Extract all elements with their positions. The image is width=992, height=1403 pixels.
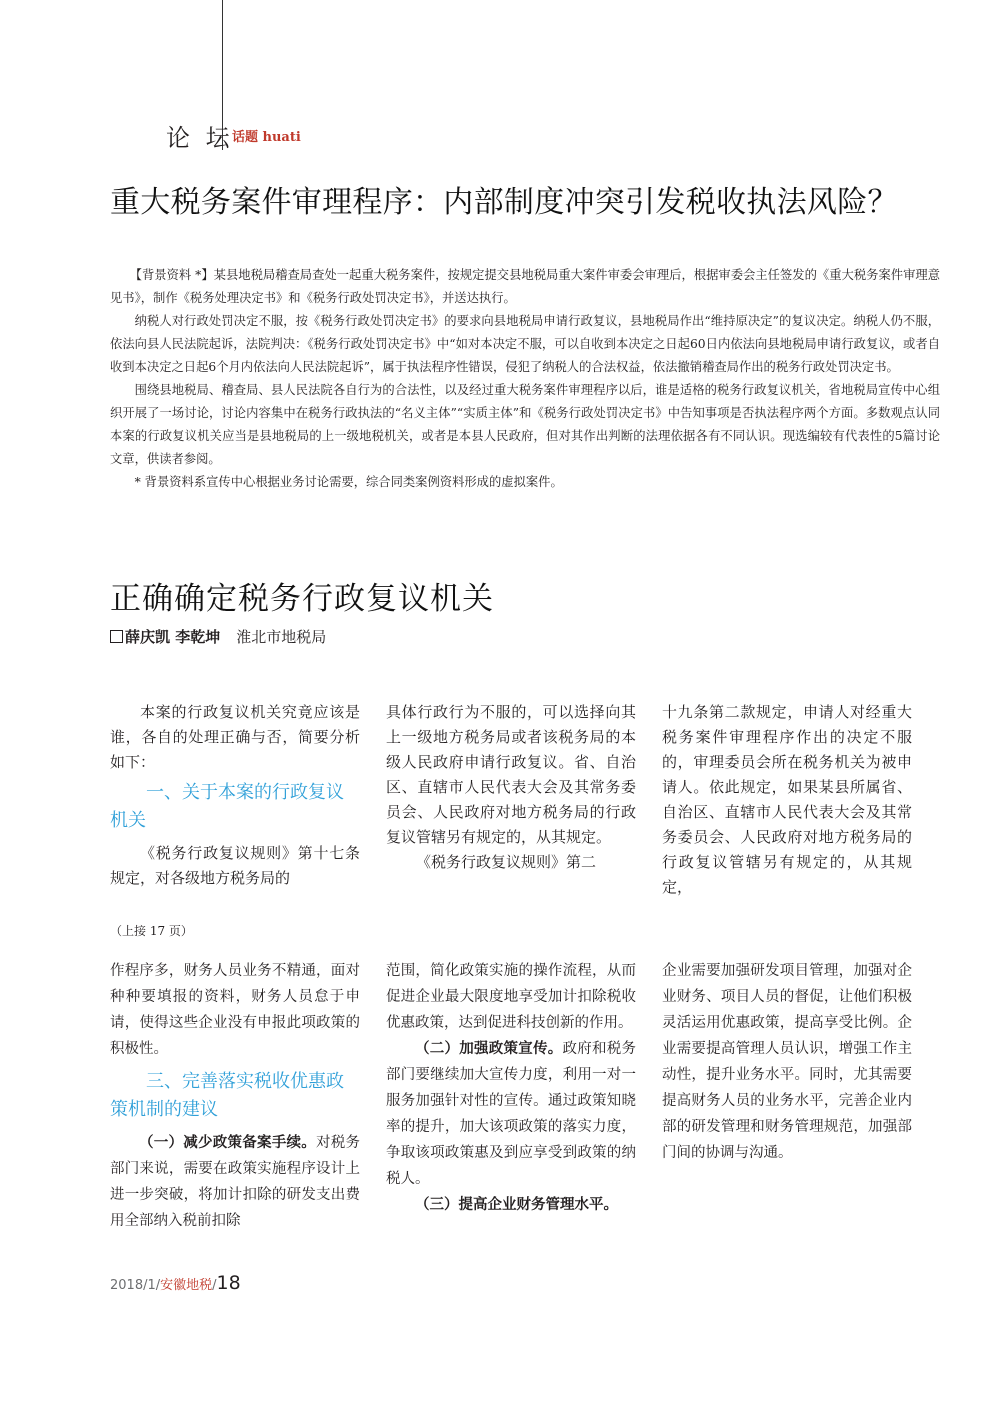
background-material bbox=[110, 264, 940, 494]
article-subheading: 一、关于本案的行政复议机关 bbox=[110, 782, 344, 831]
continued-paragraph: 企业需要加强研发项目管理，加强对企业财务、项目人员的督促，让他们积极灵活运用优惠政策，提高享受比例。企业需要提高管理人员认识，增强工作主动性，提升业务水平。同时，尤其需要提高财务人员的业务水平，完善企业内部的研发管理和财务管理规范，加强部门间的协调与沟通。 bbox=[662, 963, 912, 1161]
continued-paragraph bbox=[110, 1130, 360, 1234]
paragraph-lead: （二）加强政策宣传。 bbox=[415, 1040, 563, 1057]
byline bbox=[110, 626, 326, 647]
continued-paragraph bbox=[386, 1192, 636, 1218]
article-paragraph: 具体行政行为不服的，可以选择向其上一级地方税务局或者该税务局的本级人民政府申请行政复议。省、自治区、直辖市人民代表大会及其常务委员会、人民政府对地方税务局的行政复议管辖另有规定的，从其规定。 bbox=[386, 703, 636, 846]
continued-paragraph: 范围，简化政策实施的操作流程，从而促进企业最大限度地享受加计扣除税收优惠政策，达到促进科技创新的作用。 bbox=[386, 963, 636, 1031]
section-title: 论 坛 bbox=[166, 124, 234, 152]
continued-column-3 bbox=[662, 958, 912, 1166]
section-subtitle: 话题 huati bbox=[232, 130, 301, 145]
byline-box-icon bbox=[110, 630, 123, 643]
article-paragraph: 十九条第二款规定，申请人对经重大税务案件审理程序作出的决定不服的，审理委员会所在税务机关为被申请人。依此规定，如果某县所属省、自治区、直辖市人民代表大会及其常务委员会、人民政府对地方税务局的行政复议管辖另有规定的，从其规定， bbox=[662, 703, 912, 896]
background-paragraph-3: 围绕县地税局、稽查局、县人民法院各自行为的合法性，以及经过重大税务案件审理程序以后，谁是适格的税务行政复议机关，省地税局宣传中心组织开展了一场讨论，讨论内容集中在税务行政执法的“名义主体”“实质主体”和《税务行政处罚决定书》中告知事项是否执法程序两个方面。多数观点认同本案的行政复议机关应当是县地税局的上一级地税机关，或者是本县人民政府，但对其作出判断的法理依据各有不同认识。现选编较有代表性的5篇讨论文章，供读者参阅。 bbox=[110, 383, 940, 466]
continued-column-1 bbox=[110, 958, 360, 1234]
article-column-2 bbox=[386, 700, 636, 875]
author-names: 薛庆凯 李乾坤 bbox=[125, 628, 221, 646]
continued-paragraph bbox=[386, 1036, 636, 1192]
article-column-3 bbox=[662, 700, 912, 900]
paragraph-text: 对税务部门来说，需要在政策实施程序设计上进一步突破，将加计扣除的研发支出费用全部纳入税前扣除 bbox=[110, 1135, 360, 1229]
article-title: 正确确定税务行政复议机关 bbox=[110, 581, 494, 617]
author-organization: 淮北市地税局 bbox=[236, 628, 327, 646]
background-paragraph-2: 纳税人对行政处罚决定不服，按《税务行政处罚决定书》的要求向县地税局申请行政复议，县地税局作出“维持原决定”的复议决定。纳税人仍不服，依法向县人民法院起诉，法院判决：《税务行政处罚决定书》中“如对本决定不服，可以自收到本决定之日起60日内依法向县地税局申请行政复议，或者自收到本决定之日起6个月内依法向人民法院起诉”，属于执法程序性错误，侵犯了纳税人的合法权益，依法撤销稽查局作出的税务行政处罚决定书。 bbox=[110, 314, 940, 374]
background-footnote: * 背景资料系宣传中心根据业务讨论需要，综合同类案例资料形成的虚拟案件。 bbox=[134, 475, 563, 489]
paragraph-text: 政府和税务部门要继续加大宣传力度，利用一对一服务加强针对性的宣传。通过政策知晓率的提升，加大该项政策的落实力度，争取该项政策惠及到应享受到政策的纳税人。 bbox=[386, 1041, 636, 1187]
article-paragraph: 《税务行政复议规则》第二 bbox=[416, 853, 597, 871]
footer-magazine: 安徽地税 bbox=[160, 1278, 213, 1293]
continued-paragraph: 作程序多，财务人员业务不精通，面对种种要填报的资料，财务人员怠于申请，使得这些企业没有申报此项政策的积极性。 bbox=[110, 963, 360, 1057]
continued-column-2 bbox=[386, 958, 636, 1218]
footer-slash: / bbox=[212, 1278, 217, 1293]
footer-issue: 2018/1/ bbox=[110, 1278, 161, 1293]
article-column-1 bbox=[110, 700, 360, 891]
page-headline: 重大税务案件审理程序：内部制度冲突引发税收执法风险？ bbox=[110, 185, 898, 220]
background-paragraph-1: 【背景资料 *】某县地税局稽查局查处一起重大税务案件，按规定提交县地税局重大案件审委会审理后，根据审委会主任签发的《重大税务案件审理意见书》，制作《税务处理决定书》和《税务行政处罚决定书》，并送达执行。 bbox=[110, 268, 940, 305]
continued-from-label: （上接 17 页） bbox=[110, 924, 193, 938]
paragraph-lead: （三）提高企业财务管理水平。 bbox=[415, 1196, 618, 1213]
article-paragraph: 《税务行政复议规则》第十七条规定，对各级地方税务局的 bbox=[110, 844, 360, 887]
page-number: 18 bbox=[216, 1272, 241, 1294]
paragraph-lead: （一）减少政策备案手续。 bbox=[139, 1134, 316, 1151]
page-footer bbox=[110, 1272, 241, 1294]
article-paragraph: 本案的行政复议机关究竟应该是谁，各自的处理正确与否，简要分析如下： bbox=[110, 703, 360, 771]
continued-subheading: 三、完善落实税收优惠政策机制的建议 bbox=[110, 1071, 344, 1120]
